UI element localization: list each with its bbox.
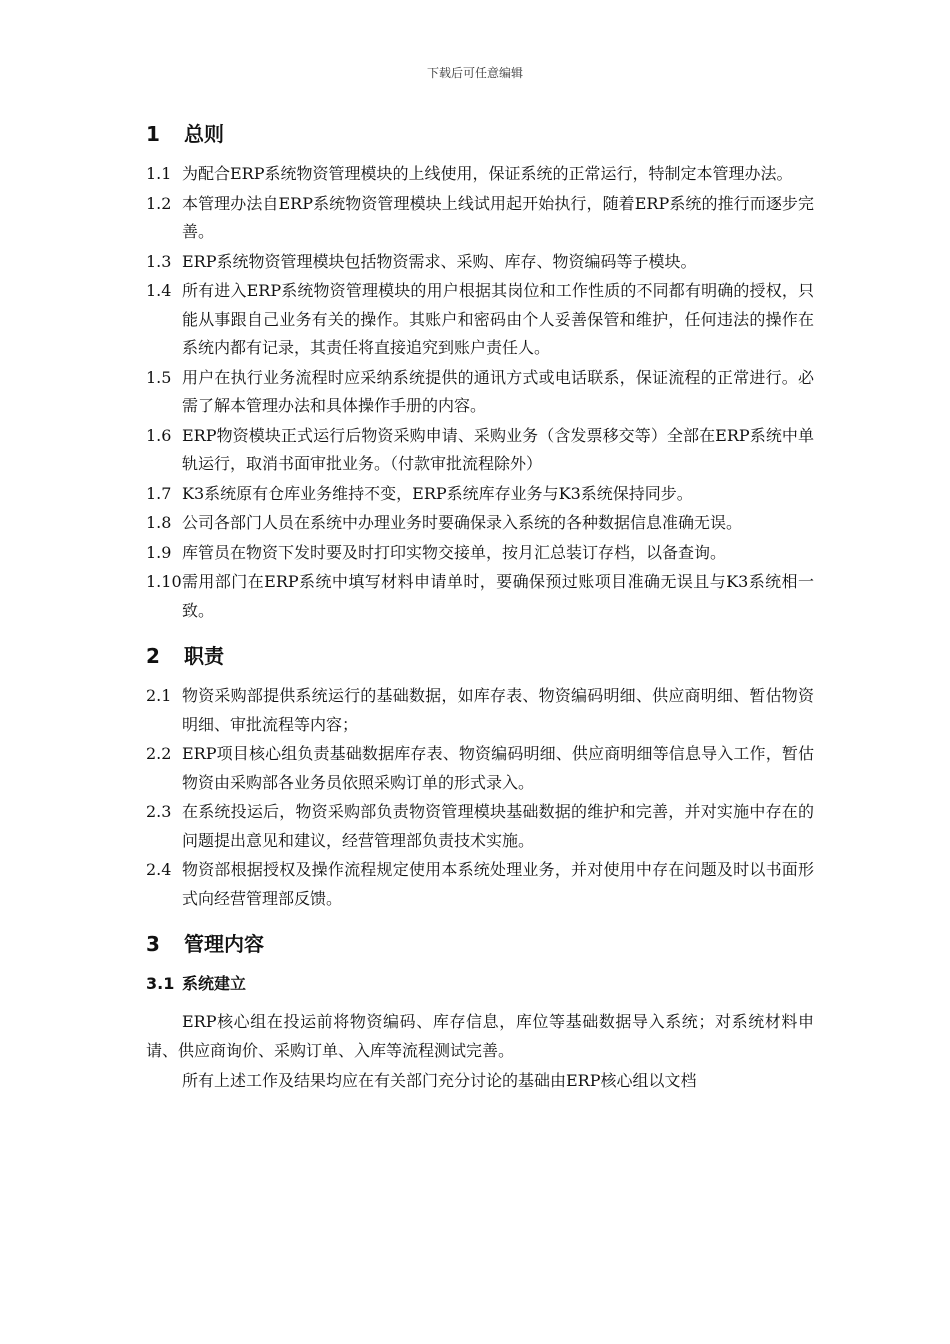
section-title: 总则	[184, 122, 224, 146]
spacer	[146, 626, 814, 634]
clause-1-4	[146, 277, 814, 363]
section-title: 管理内容	[184, 932, 264, 956]
header-note: 下载后可任意编辑	[426, 66, 523, 80]
clause-text: ERP物资模块正式运行后物资采购申请、采购业务（含发票移交等）全部在ERP系统中单轨运行，取消书面审批业务。（付款审批流程除外）	[182, 425, 814, 473]
clause-text: ERP系统物资管理模块包括物资需求、采购、库存、物资编码等子模块。	[182, 251, 697, 271]
clause-number: 1.5	[146, 367, 172, 387]
clause-number: 1.6	[146, 425, 172, 445]
clause-1-2	[146, 190, 814, 247]
clause-text: 库管员在物资下发时要及时打印实物交接单，按月汇总装订存档，以备查询。	[182, 542, 727, 562]
clause-text: 所有进入ERP系统物资管理模块的用户根据其岗位和工作性质的不同都有明确的授权，只能从事跟自己业务有关的操作。其账户和密码由个人妥善保管和维护，任何违法的操作在系统内都有记录，其责任将直接追究到账户责任人。	[182, 281, 814, 357]
clause-number: 1.4	[146, 281, 172, 300]
clause-1-9	[146, 539, 814, 568]
clause-number: 2.2	[146, 744, 172, 763]
section-heading-1	[146, 118, 814, 150]
clause-number: 1.1	[146, 164, 172, 183]
section-number: 2	[146, 644, 160, 668]
clause-1-7	[146, 480, 814, 509]
clause-2-2	[146, 740, 814, 797]
clause-1-5	[146, 364, 814, 421]
clause-1-10	[146, 568, 814, 625]
clause-2-1	[146, 682, 814, 739]
clause-text: 在系统投运后，物资采购部负责物资管理模块基础数据的维护和完善，并对实施中存在的问题提出意见和建议，经营管理部负责技术实施。	[182, 802, 814, 850]
clause-text: 为配合ERP系统物资管理模块的上线使用，保证系统的正常运行，特制定本管理办法。	[182, 164, 793, 183]
paragraph: 所有上述工作及结果均应在有关部门充分讨论的基础由ERP核心组以文档	[182, 1071, 697, 1090]
clause-1-1	[146, 160, 814, 189]
clause-number: 1.9	[146, 542, 172, 562]
clause-text: 本管理办法自ERP系统物资管理模块上线试用起开始执行，随着ERP系统的推行而逐步完善。	[182, 193, 814, 241]
clause-number: 1.2	[146, 193, 172, 213]
subsection-heading-3-1	[146, 970, 814, 998]
clause-2-3	[146, 798, 814, 855]
clause-2-4	[146, 856, 814, 913]
clause-number: 1.8	[146, 513, 172, 532]
clause-1-3	[146, 248, 814, 277]
clause-text: 物资采购部提供系统运行的基础数据，如库存表、物资编码明细、供应商明细、暂估物资明细、审批流程等内容；	[182, 686, 814, 734]
clause-number: 1.10	[146, 572, 182, 591]
clause-1-6	[146, 422, 814, 479]
clause-number: 1.3	[146, 251, 172, 271]
clause-number: 2.4	[146, 860, 172, 879]
clause-text: 需用部门在ERP系统中填写材料申请单时，要确保预过账项目准确无误且与K3系统相一致。	[182, 572, 814, 620]
clause-1-8	[146, 509, 814, 538]
document-body	[146, 118, 814, 1098]
clause-number: 1.7	[146, 483, 172, 503]
clause-number: 2.3	[146, 802, 172, 821]
section-title: 职责	[184, 644, 224, 668]
subsection-title: 系统建立	[182, 974, 247, 993]
section-number: 1	[146, 122, 160, 146]
spacer	[146, 914, 814, 922]
clause-text: K3系统原有仓库业务维持不变，ERP系统库存业务与K3系统保持同步。	[182, 483, 693, 503]
clause-text: 用户在执行业务流程时应采纳系统提供的通讯方式或电话联系，保证流程的正常进行。必需了解本管理办法和具体操作手册的内容。	[182, 367, 814, 415]
section-heading-3	[146, 928, 814, 960]
paragraph: ERP核心组在投运前将物资编码、库存信息，库位等基础数据导入系统；对系统材料申请、供应商询价、采购订单、入库等流程测试完善。	[146, 1012, 814, 1060]
section-number: 3	[146, 932, 160, 956]
clause-number: 2.1	[146, 686, 172, 705]
subsection-number: 3.1	[146, 974, 175, 993]
clause-text: 物资部根据授权及操作流程规定使用本系统处理业务，并对使用中存在问题及时以书面形式向经营管理部反馈。	[182, 860, 814, 908]
clause-text: 公司各部门人员在系统中办理业务时要确保录入系统的各种数据信息准确无误。	[182, 513, 743, 532]
clause-text: ERP项目核心组负责基础数据库存表、物资编码明细、供应商明细等信息导入工作，暂估物资由采购部各业务员依照采购订单的形式录入。	[182, 744, 814, 792]
section-heading-2	[146, 640, 814, 672]
